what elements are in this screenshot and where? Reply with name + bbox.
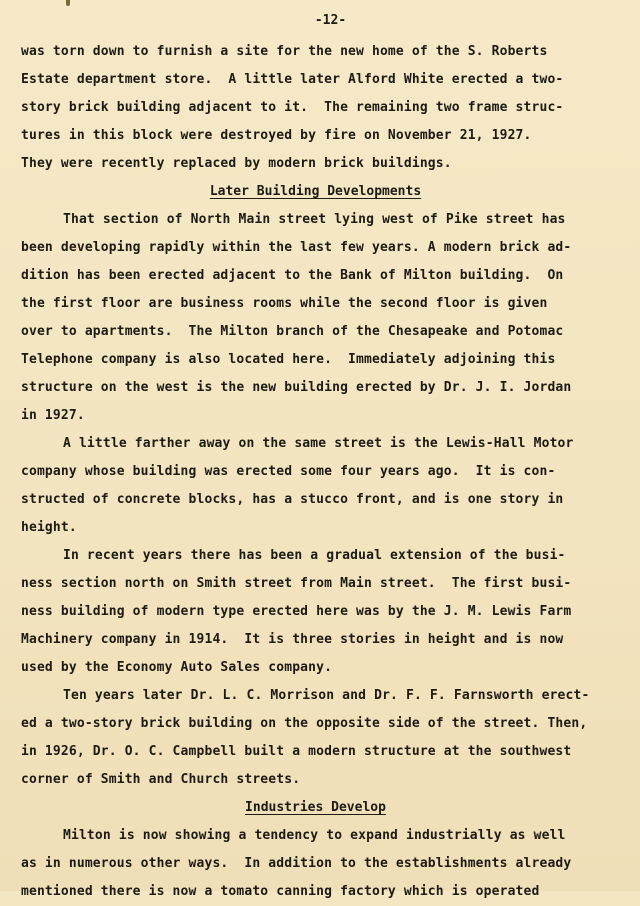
text-line: Telephone company is also located here. Immediately adjoining this (21, 352, 556, 367)
text-line: Estate department store. A little later Alford White erected a two- (21, 72, 564, 87)
text-line: tures in this block were destroyed by fire on November 21, 1927. (21, 128, 532, 143)
text-line: That section of North Main street lying west of Pike street has (63, 212, 566, 227)
text-line: dition has been erected adjacent to the Bank of Milton building. On (21, 268, 564, 283)
text-line: Machinery company in 1914. It is three stories in height and is now (21, 632, 564, 647)
text-line: over to apartments. The Milton branch of the Chesapeake and Potomac (21, 324, 564, 339)
text-line: used by the Economy Auto Sales company. (21, 660, 333, 675)
text-line: in 1926, Dr. O. C. Campbell built a modern structure at the southwest (21, 744, 572, 759)
text-line: ness section north on Smith street from Main street. The first busi- (21, 576, 572, 591)
text-line: They were recently replaced by modern brick buildings. (21, 156, 452, 171)
text-line: corner of Smith and Church streets. (21, 772, 301, 787)
text-line: as in numerous other ways. In addition to the establishments already (21, 856, 572, 871)
text-line: in 1927. (21, 408, 85, 423)
text-line: ed a two-story brick building on the opposite side of the street. Then, (21, 716, 588, 731)
text-line: company whose building was erected some four years ago. It is con- (21, 464, 556, 479)
text-line: been developing rapidly within the last few years. A modern brick ad- (21, 240, 572, 255)
text-line: structed of concrete blocks, has a stucco front, and is one story in (21, 492, 564, 507)
text-line: A little farther away on the same street is the Lewis-Hall Motor (63, 436, 574, 451)
text-line: structure on the west is the new building erected by Dr. J. I. Jordan (21, 380, 572, 395)
text-line: In recent years there has been a gradual extension of the busi- (63, 548, 566, 563)
section-heading: Later Building Developments (209, 184, 422, 199)
text-line: was torn down to furnish a site for the new home of the S. Roberts (21, 44, 548, 59)
text-line: story brick building adjacent to it. The remaining two frame struc- (21, 100, 564, 115)
document-body (21, 38, 610, 906)
text-line: mentioned there is now a tomato canning factory which is operated (21, 884, 540, 899)
text-line: Ten years later Dr. L. C. Morrison and Dr. F. F. Farnsworth erect- (63, 688, 590, 703)
binder-mark (66, 0, 70, 6)
text-line: ness building of modern type erected here was by the J. M. Lewis Farm (21, 604, 572, 619)
text-line: Milton is now showing a tendency to expand industrially as well (63, 828, 566, 843)
page-number: -12- (314, 13, 347, 28)
section-heading: Industries Develop (245, 800, 386, 815)
text-line: height. (21, 520, 77, 535)
text-line: the first floor are business rooms while the second floor is given (21, 296, 548, 311)
